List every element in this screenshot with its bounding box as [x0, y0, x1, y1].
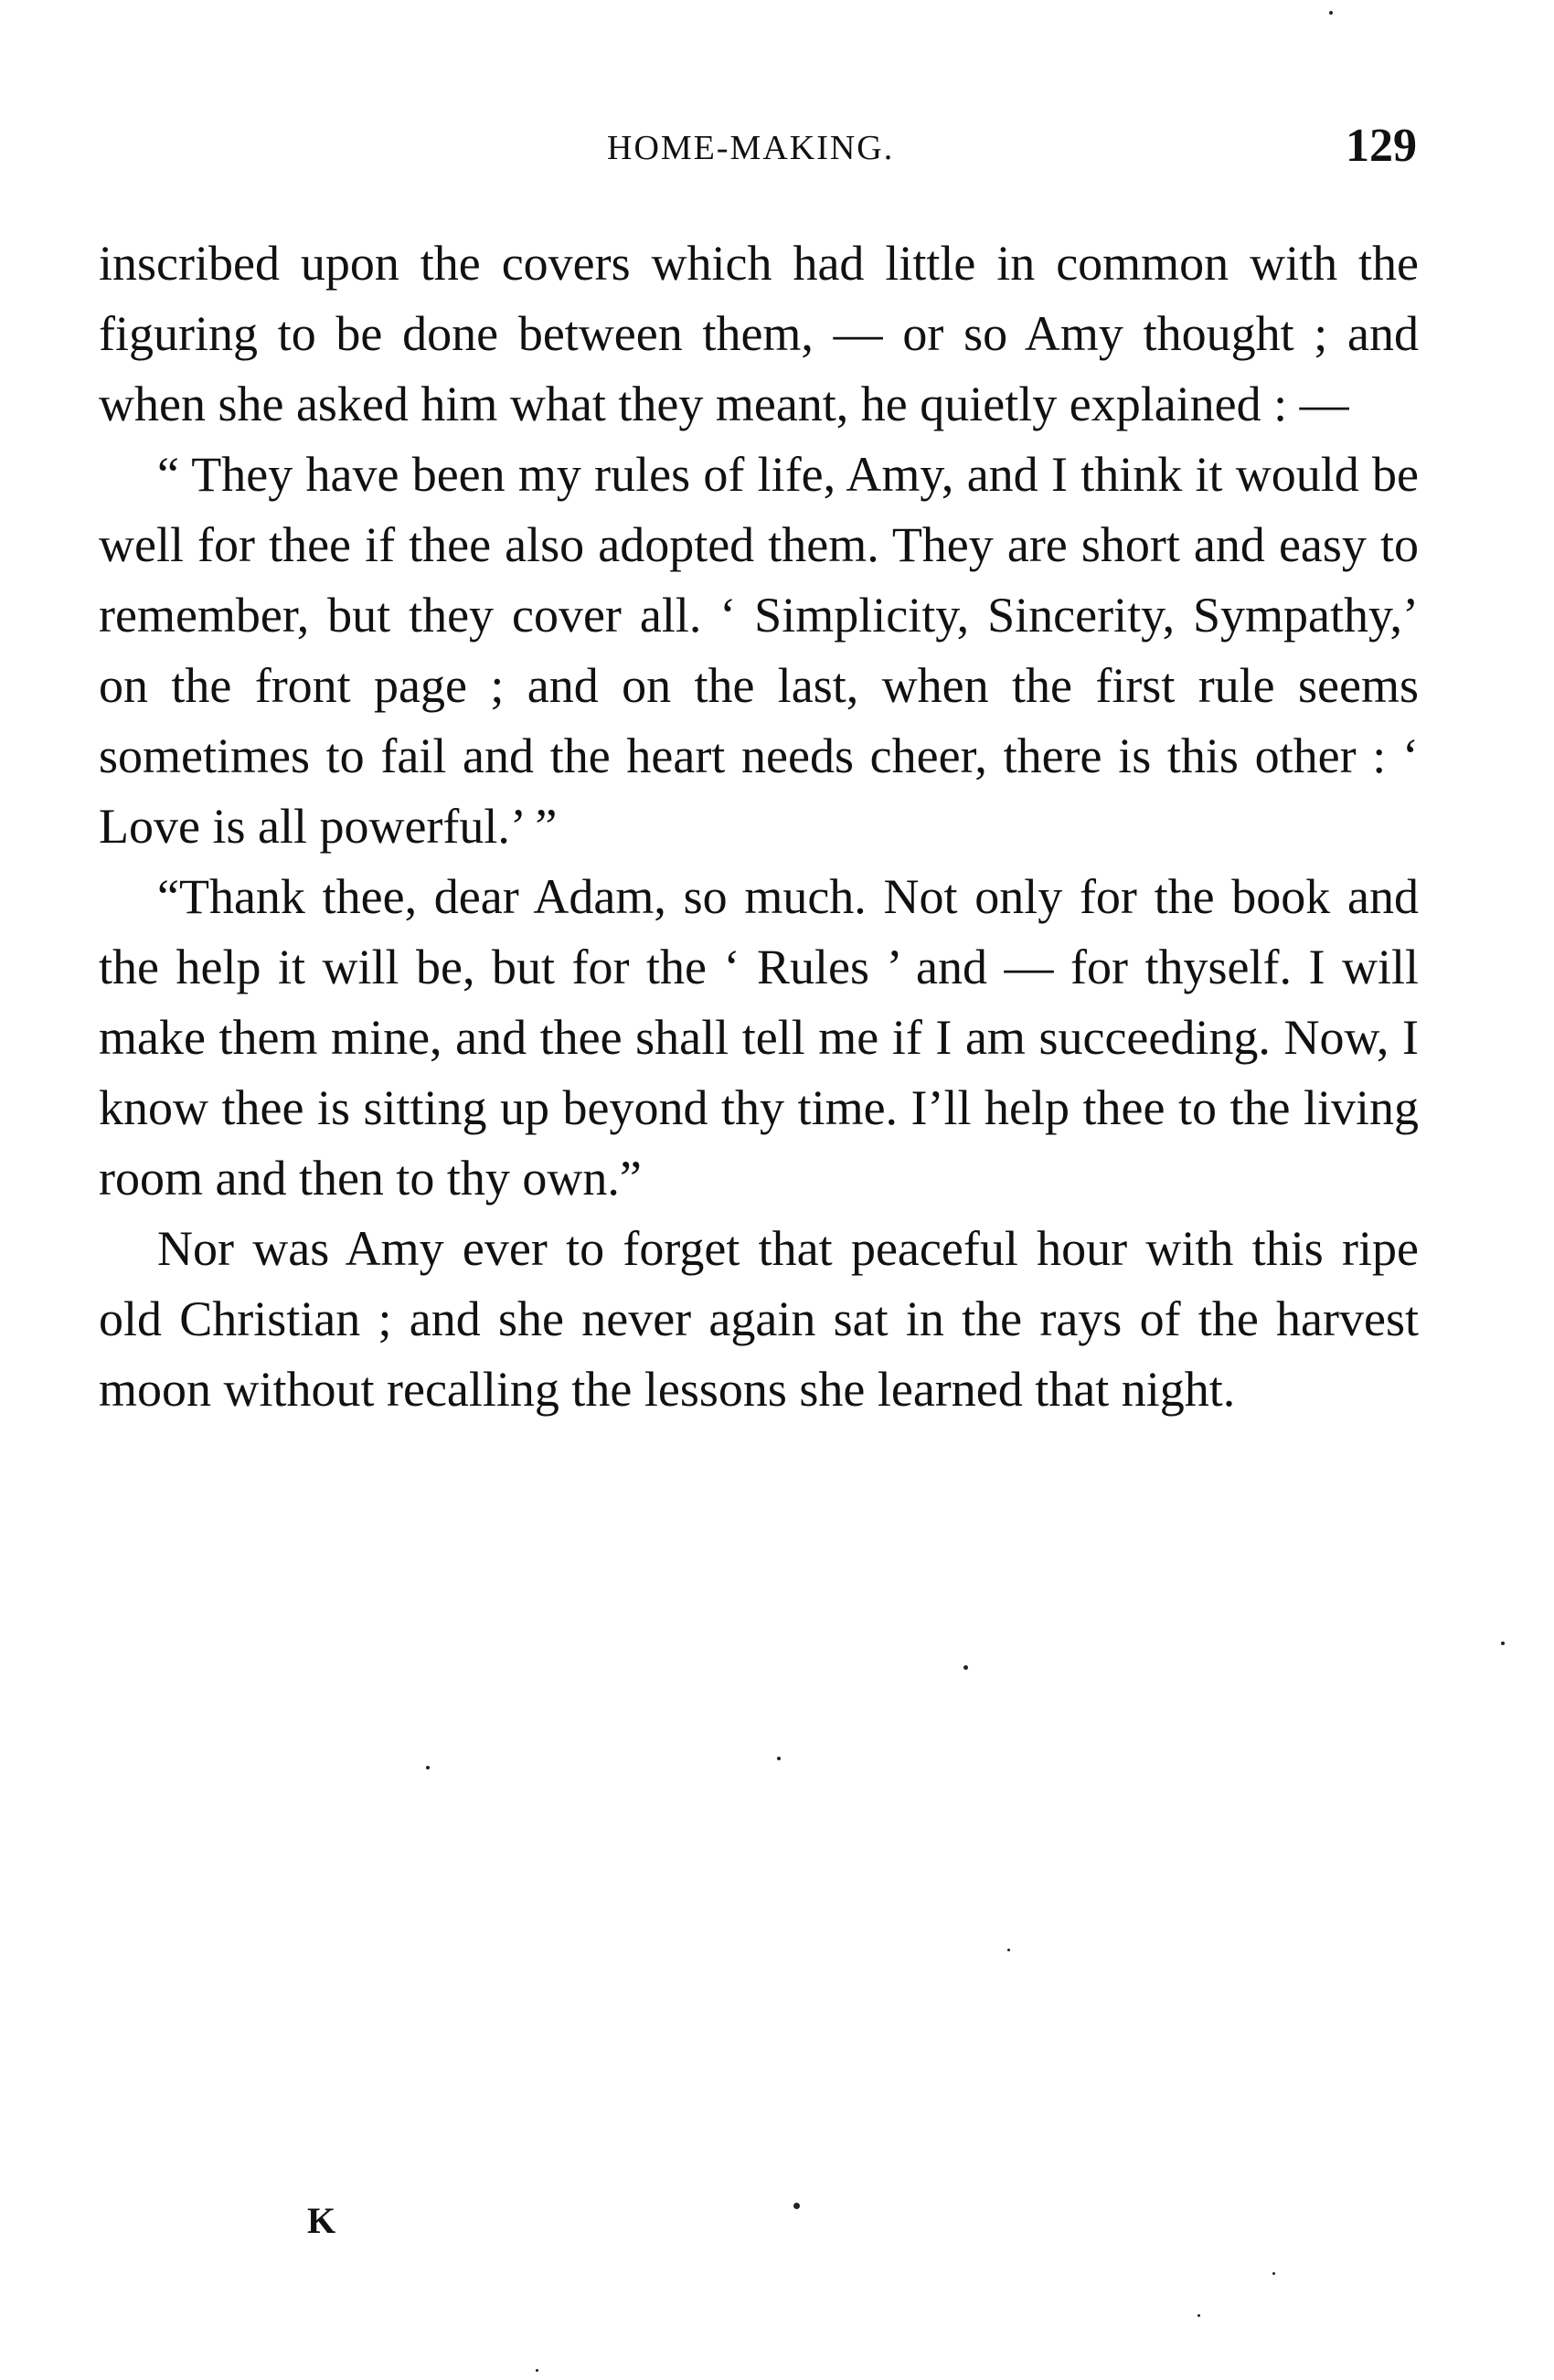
print-speck [963, 1665, 968, 1670]
print-speck [1329, 11, 1333, 15]
print-speck [1272, 2272, 1275, 2275]
print-speck [1007, 1949, 1010, 1951]
print-speck [1197, 2314, 1200, 2317]
page-number: 129 [1346, 120, 1417, 172]
print-speck [777, 1757, 781, 1760]
paragraph-2: “ They have been my rules of life, Amy, and I think it would be well for thee if thee also adopted them. They are short and easy to remember, but they cover all. ‘ Simplicity, Sincerity, Sympathy,’ on the front page ; and on the last, when the first rule seems sometimes to fail and the heart needs cheer, there is this other : ‘ Love is all powerful.’ ” [99, 447, 1419, 854]
print-speck [1501, 1642, 1505, 1645]
print-speck [793, 2203, 800, 2209]
paragraph-1: inscribed upon the covers which had little in common with the figuring to be done between them, — or so Amy thought ; and when she asked him what they meant, he quietly explained : — [99, 236, 1419, 431]
print-speck [536, 2369, 538, 2372]
body-text [99, 228, 1419, 1425]
paragraph-4: Nor was Amy ever to forget that peaceful hour with this ripe old Christian ; and she never again sat in the rays of the harvest moon without recalling the lessons she learned that night. [99, 1221, 1419, 1417]
paragraph-3: “Thank thee, dear Adam, so much. Not only for the book and the help it will be, but for the ‘ Rules ’ and — for thyself. I will make them mine, and thee shall tell me if I am succeeding. Now, I know thee is sitting up beyond thy time. I’ll help thee to the living room and then to thy own.” [99, 869, 1419, 1206]
signature-mark: K [307, 2200, 336, 2241]
running-head: HOME-MAKING. [607, 129, 895, 167]
print-speck [426, 1766, 430, 1769]
